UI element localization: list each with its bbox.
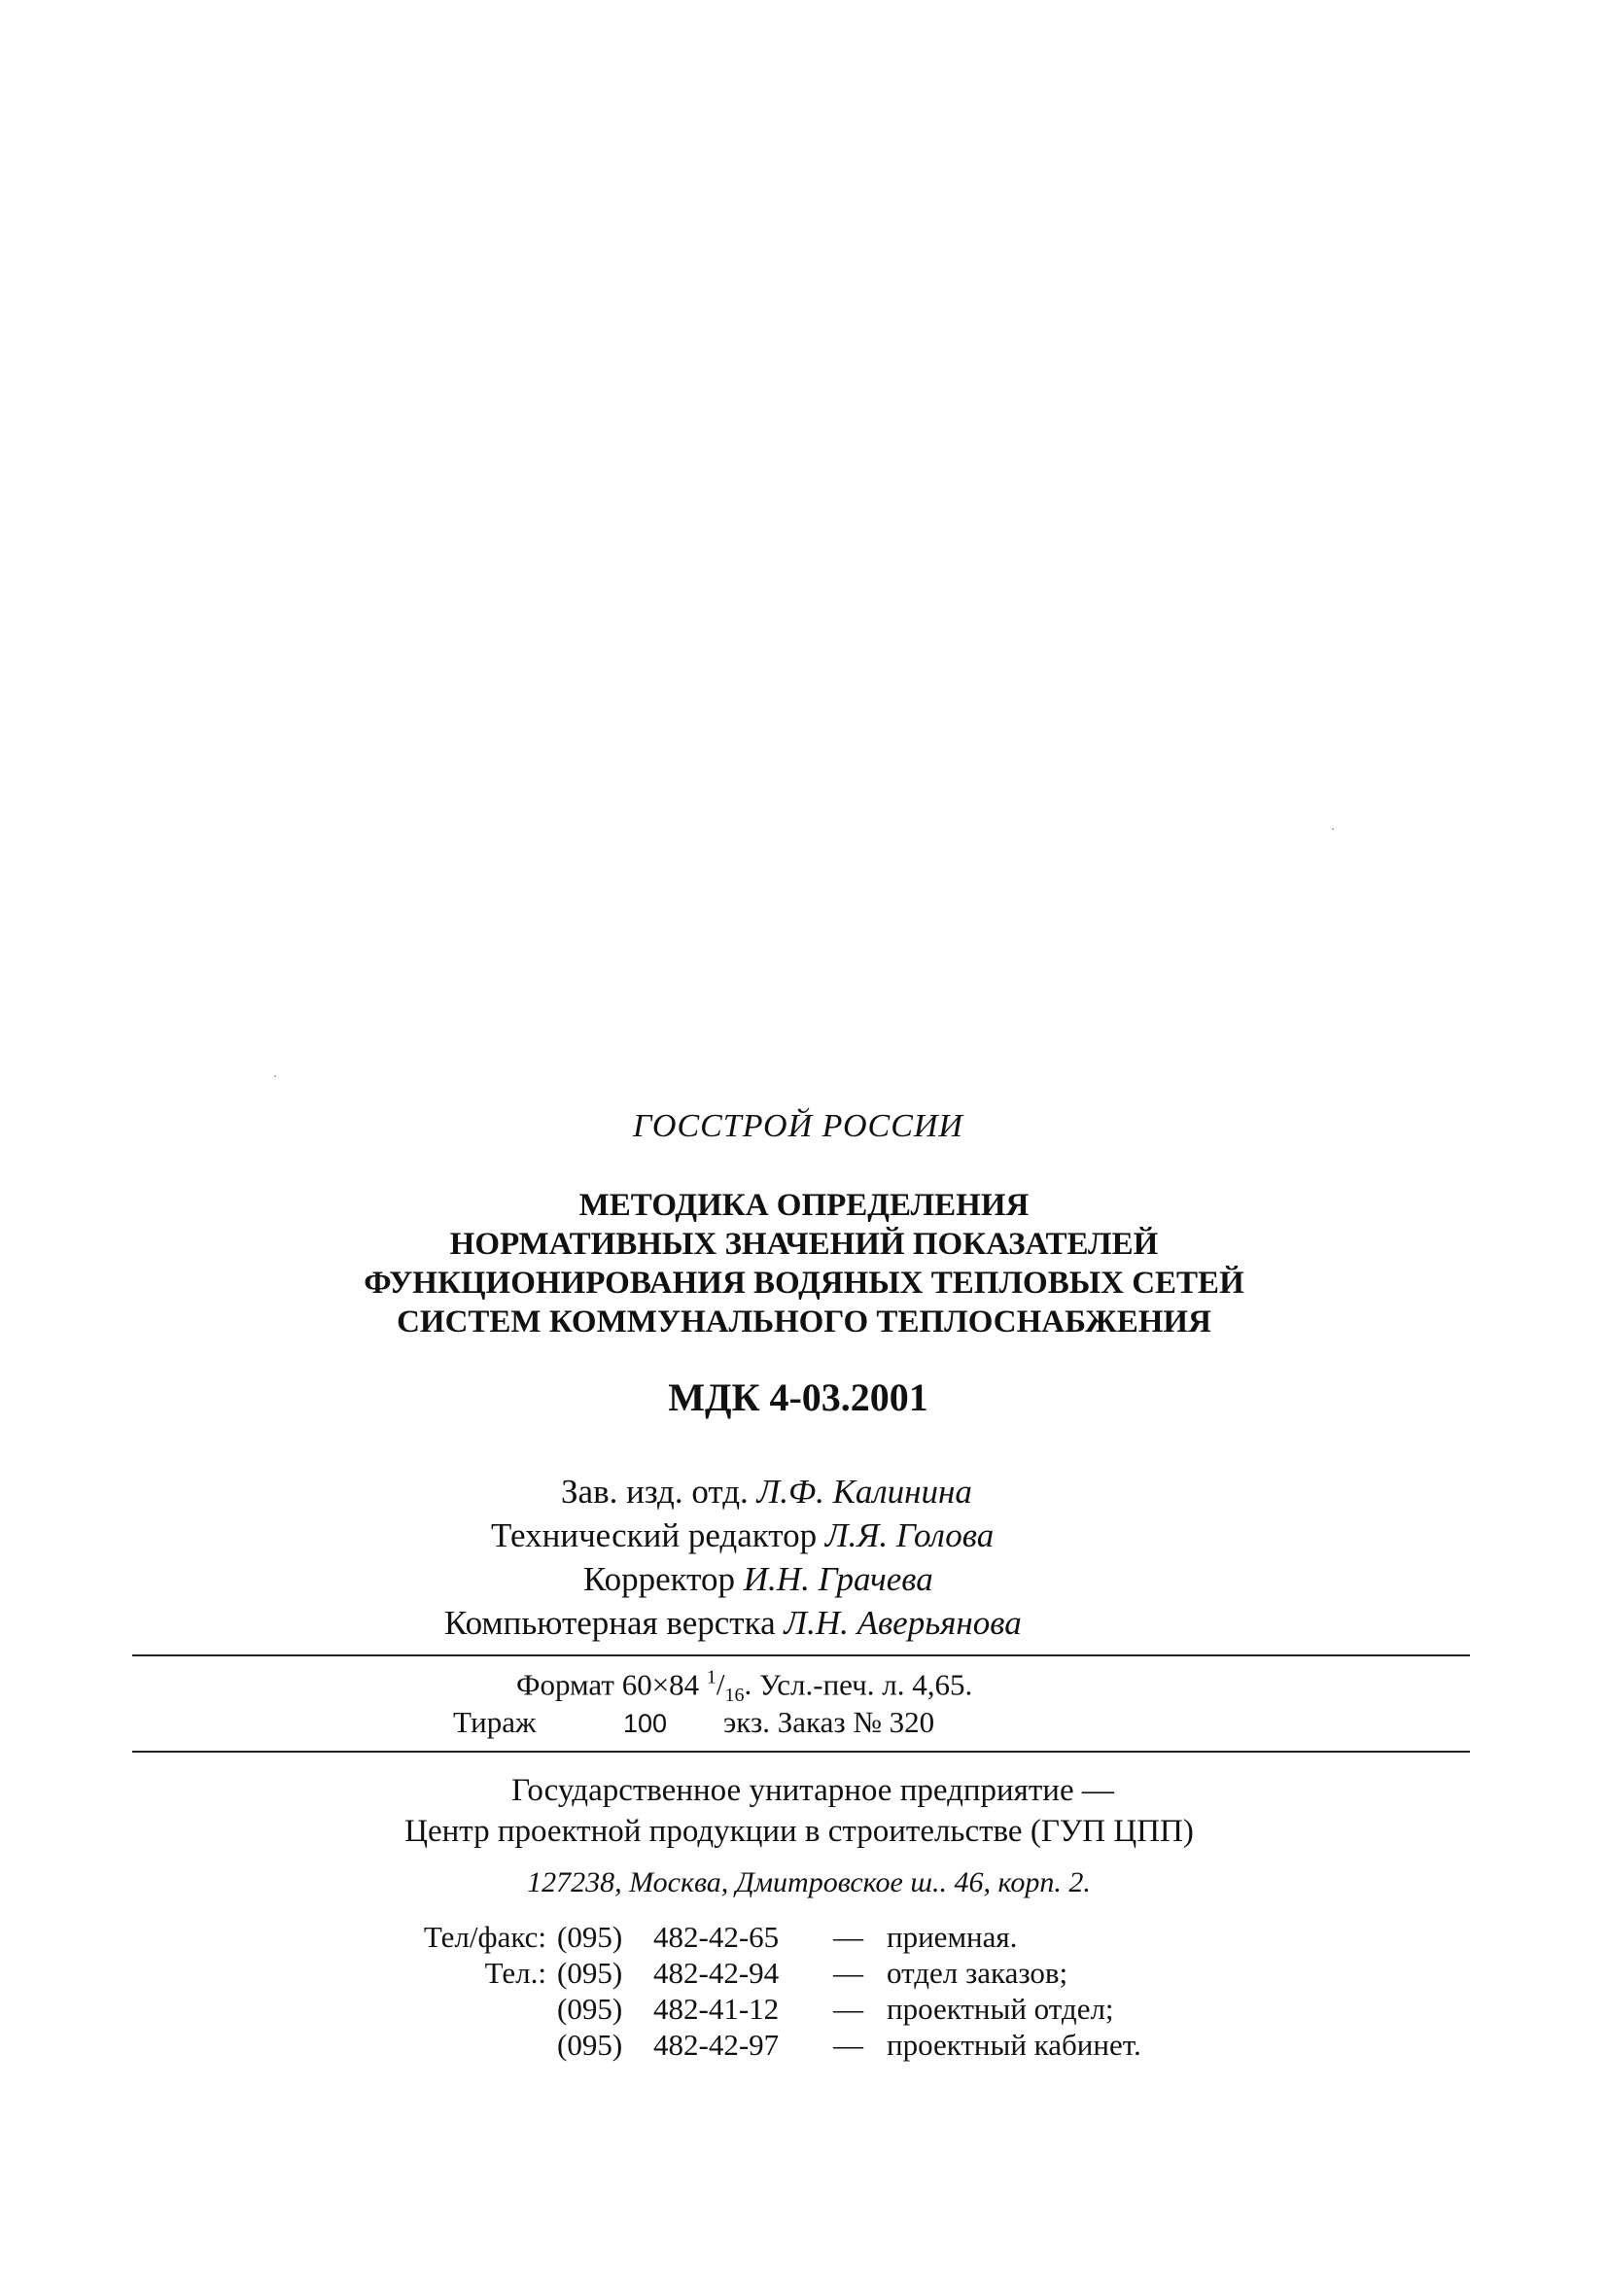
contact-number: 482-42-94 [653,1956,780,1990]
title-line: НОРМАТИВНЫХ ЗНАЧЕНИЙ ПОКАЗАТЕЛЕЙ [449,1227,1159,1262]
contact-number: 482-41-12 [653,1992,780,2026]
credit-row [491,1513,994,1557]
print-sheets: Усл.-печ. л. 4,65. [759,1667,973,1702]
fraction-numerator: 1 [706,1667,717,1688]
contact-description: проектный кабинет. [887,2028,1141,2062]
run-label: Тираж [453,1705,537,1739]
publisher-line-1: Государственное унитарное предприятие — [511,1773,1114,1808]
contact-description: приемная. [887,1920,1018,1954]
divider-rule [132,1654,1470,1656]
contact-label: Тел/факс: [423,1920,546,1954]
contact-description: проектный отдел; [887,1992,1114,2026]
format-label: Формат [516,1667,614,1702]
document-code: МДК 4-03.2001 [668,1375,928,1419]
credit-role: Технический редактор [491,1516,818,1554]
credit-row [583,1557,933,1601]
credit-name: Л.Я. Голова [824,1516,995,1554]
contact-number: 482-42-65 [653,1920,780,1954]
order-number: экз. Заказ № 320 [723,1705,935,1739]
contact-label: Тел.: [484,1956,546,1990]
contact-area-code: (095) [557,1920,623,1954]
credit-role: Компьютерная верстка [444,1604,776,1642]
divider-rule [132,1751,1470,1753]
credit-name: И.Н. Грачева [743,1560,933,1598]
contact-area-code: (095) [557,1956,623,1990]
contact-description: отдел заказов; [887,1956,1068,1990]
title-line: МЕТОДИКА ОПРЕДЕЛЕНИЯ [578,1188,1030,1223]
scan-speck [274,1075,276,1077]
credit-row [444,1601,1022,1645]
contact-dash: — [833,2028,863,2062]
format-line [516,1667,972,1708]
credit-name: Л.Ф. Калинина [756,1473,972,1511]
credit-role: Корректор [583,1560,736,1598]
credit-role: Зав. изд. отд. [561,1473,749,1511]
agency-name: ГОССТРОЙ РОССИИ [633,1108,963,1144]
contact-dash: — [833,1956,863,1990]
contact-area-code: (095) [557,2028,623,2062]
run-value: 100 [623,1709,668,1738]
contact-area-code: (095) [557,1992,623,2026]
contact-dash: — [833,1992,863,2026]
document-title [0,1186,1608,1341]
fraction-denominator: 16 [724,1685,745,1707]
title-line: СИСТЕМ КОММУНАЛЬНОГО ТЕПЛОСНАБЖЕНИЯ [397,1305,1211,1339]
run-line [453,1705,536,1740]
title-line: ФУНКЦИОНИРОВАНИЯ ВОДЯНЫХ ТЕПЛОВЫХ СЕТЕЙ [364,1266,1244,1301]
contact-number: 482-42-97 [653,2028,780,2062]
scan-speck [1332,828,1334,830]
credit-name: Л.Н. Аверьянова [784,1604,1022,1642]
format-size: 60×84 [621,1667,700,1702]
contact-dash: — [833,1920,863,1954]
publisher-line-2: Центр проектной продукции в строительстве (ГУП ЦПП) [404,1814,1194,1849]
credit-row [561,1470,972,1513]
publisher-address: 127238, Москва, Дмитровское ш.. 46, корп. 2. [527,1866,1091,1898]
format-fraction: $^1/_{16}$. [706,1667,752,1707]
